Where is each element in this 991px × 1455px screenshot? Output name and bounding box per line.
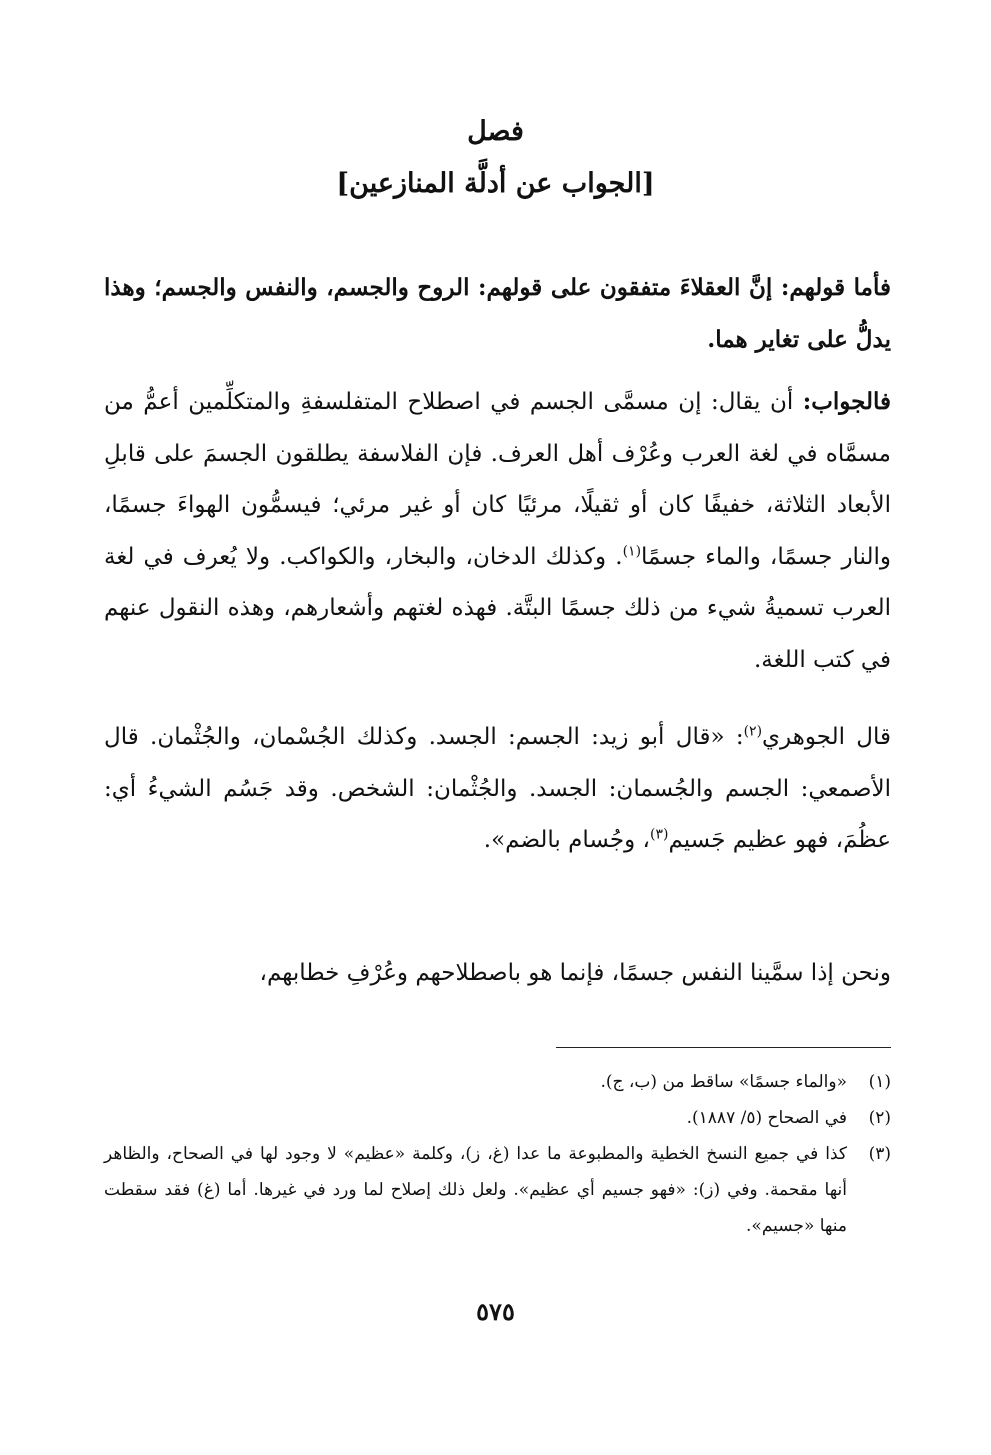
footnote-item bbox=[104, 1064, 891, 1100]
paragraph-jawhari-quote bbox=[104, 712, 891, 867]
paragraph-answer bbox=[104, 376, 891, 686]
footnote-ref-3[interactable]: (٣) bbox=[649, 826, 669, 843]
footnote-item bbox=[104, 1136, 891, 1244]
quote-text-part-3: ، وجُسام بالضم». bbox=[483, 827, 650, 853]
footnote-text: كذا في جميع النسخ الخطية والمطبوعة ما عدا (غ، ز)، وكلمة «عظيم» لا وجود لها في الصحاح، والظاهر أنها مقحمة. وفي (ز): «فهو جسيم أي عظيم». ولعل ذلك إصلاح لما ورد في غيرها. أما (غ) فقد سقطت منها «جسيم». bbox=[104, 1144, 847, 1236]
paragraph-conclusion-start: ونحن إذا سمَّينا النفس جسمًا، فإنما هو باصطلاحهم وعُرْفِ خطابهم، bbox=[259, 960, 891, 986]
section-title: [الجواب عن أدلَّة المنازعين] bbox=[336, 168, 655, 199]
page-number: ٥٧٥ bbox=[476, 1297, 515, 1326]
footnote-number: (٢) bbox=[868, 1108, 891, 1128]
footnotes bbox=[104, 1064, 891, 1244]
footnote-ref-1[interactable]: (١) bbox=[622, 542, 642, 559]
answer-text-part-1: أن يقال: إن مسمَّى الجسم في اصطلاح المتفلسفةِ والمتكلِّمين أعمُّ من مسمَّاه في لغة العرب وعُرْف أهل العرف. فإن الفلاسفة يطلقون الجسمَ على قابلِ الأبعاد الثلاثة، خفيفًا كان أو ثقيلًا، مرئيًا كان أو غير مرئي؛ فيسمُّون الهواءَ جسمًا، والنار جسمًا، والماء جسمًا bbox=[104, 389, 892, 570]
quote-text-part-1: قال الجوهري bbox=[762, 724, 891, 750]
answer-text-part-2: . وكذلك الدخان، والبخار، والكواكب. ولا يُعرف في لغة العرب تسميةُ شيء من ذلك جسمًا البتَّة. فهذه لغتهم وأشعارهم، وهذه النقول عنهم في كتب اللغة. bbox=[104, 543, 891, 673]
footnote-text: «والماء جسمًا» ساقط من (ب، ج). bbox=[600, 1072, 847, 1092]
footnote-ref-2[interactable]: (٢) bbox=[743, 723, 763, 740]
section-heading: فصل bbox=[467, 116, 524, 147]
answer-lead-word: فالجواب: bbox=[802, 388, 891, 415]
footnote-text: في الصحاح (٥/ ١٨٨٧). bbox=[686, 1108, 847, 1128]
footnote-separator-line bbox=[556, 1047, 891, 1048]
paragraph-objection: فأما قولهم: إنَّ العقلاءَ متفقون على قولهم: الروح والجسم، والنفس والجسم؛ وهذا يدلُّ على تغاير هما. bbox=[104, 274, 891, 353]
footnote-item bbox=[104, 1100, 891, 1136]
footnote-number: (٣) bbox=[868, 1144, 891, 1164]
footnote-number: (١) bbox=[868, 1072, 891, 1092]
quote-text-part-2: : «قال أبو زيد: الجسم: الجسد. وكذلك الجُسْمان، والجُثْمان. قال الأصمعي: الجسم والجُسمان: الجسد. والجُثْمان: الشخص. وقد جَسُم الشيءُ أي: عظُمَ، فهو عظيم جَسيم bbox=[104, 724, 891, 853]
